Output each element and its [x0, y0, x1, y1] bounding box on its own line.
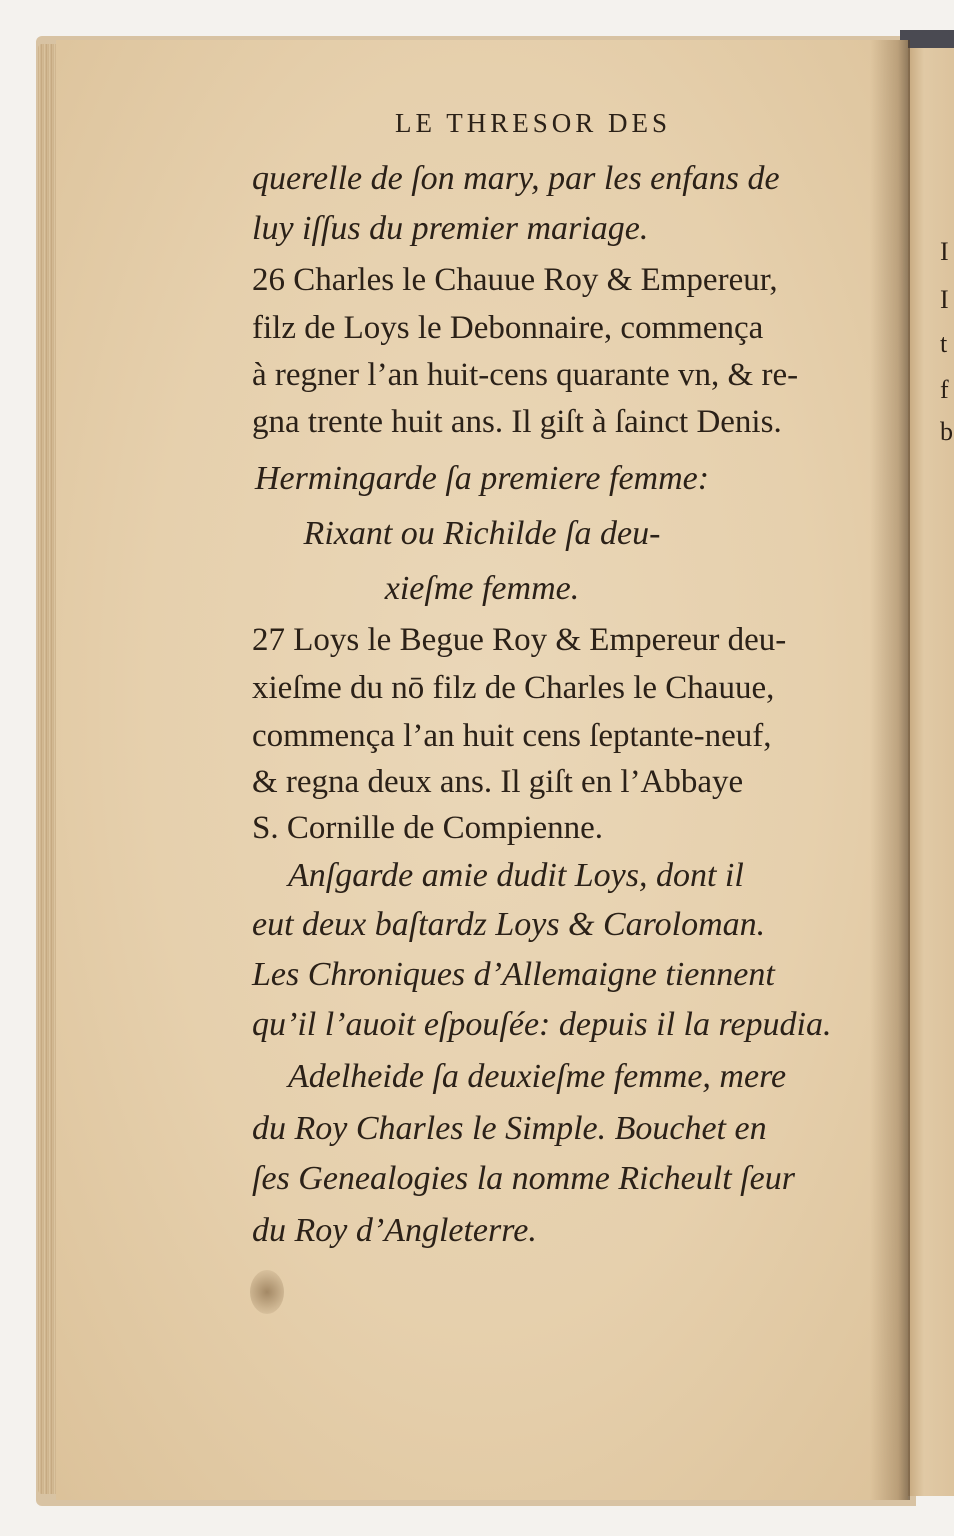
- text-line: querelle de ſon mary, par les enfans de: [252, 160, 780, 197]
- text-line-centered: Hermingarde ſa premiere femme:: [254, 460, 710, 497]
- facing-letter: I: [940, 237, 949, 266]
- text-line: Adelheide ſa deuxieſme femme, mere: [288, 1058, 787, 1095]
- text-line: xieſme du nō filz de Charles le Chauue,: [252, 670, 775, 706]
- text-line: Anſgarde amie dudit Loys, dont il: [288, 857, 744, 894]
- text-line: ſes Genealogies la nomme Richeult ſeur: [252, 1160, 795, 1197]
- text-line: S. Cornille de Compienne.: [252, 810, 604, 846]
- text-line: gna trente huit ans. Il giſt à ſainct Denis.: [252, 404, 782, 440]
- gutter-shadow: [870, 40, 910, 1500]
- facing-letter: b: [940, 417, 953, 446]
- foxing-stain: [250, 1270, 284, 1314]
- facing-letter: t: [940, 329, 948, 358]
- facing-letter: I: [940, 285, 949, 314]
- text-line: Les Chroniques d’Allemaigne tiennent: [252, 956, 775, 993]
- text-line: qu’il l’auoit eſpouſée: depuis il la repudia.: [252, 1006, 832, 1043]
- text-line-entry-26: 26 Charles le Chauue Roy & Empereur,: [252, 262, 778, 298]
- facing-letter: f: [940, 375, 949, 404]
- text-line: eut deux baſtardz Loys & Caroloman.: [252, 906, 766, 943]
- text-line-centered: Rixant ou Richilde ſa deu-: [303, 515, 661, 552]
- text-line: filz de Loys le Debonnaire, commença: [252, 310, 764, 346]
- text-line: commença l’an huit cens ſeptante-neuf,: [252, 718, 772, 754]
- text-line: & regna deux ans. Il giſt en l’Abbaye: [252, 764, 744, 800]
- text-line-centered: xieſme femme.: [384, 570, 580, 607]
- text-line: luy iſſus du premier mariage.: [252, 210, 649, 247]
- text-line-entry-27: 27 Loys le Begue Roy & Empereur deu-: [252, 622, 787, 658]
- text-line: du Roy Charles le Simple. Bouchet en: [252, 1110, 767, 1147]
- running-head: LE THRESOR DES: [395, 108, 672, 138]
- text-line: du Roy d’Angleterre.: [252, 1212, 537, 1249]
- text-line: à regner l’an huit-cens quarante vn, & re-: [252, 357, 799, 393]
